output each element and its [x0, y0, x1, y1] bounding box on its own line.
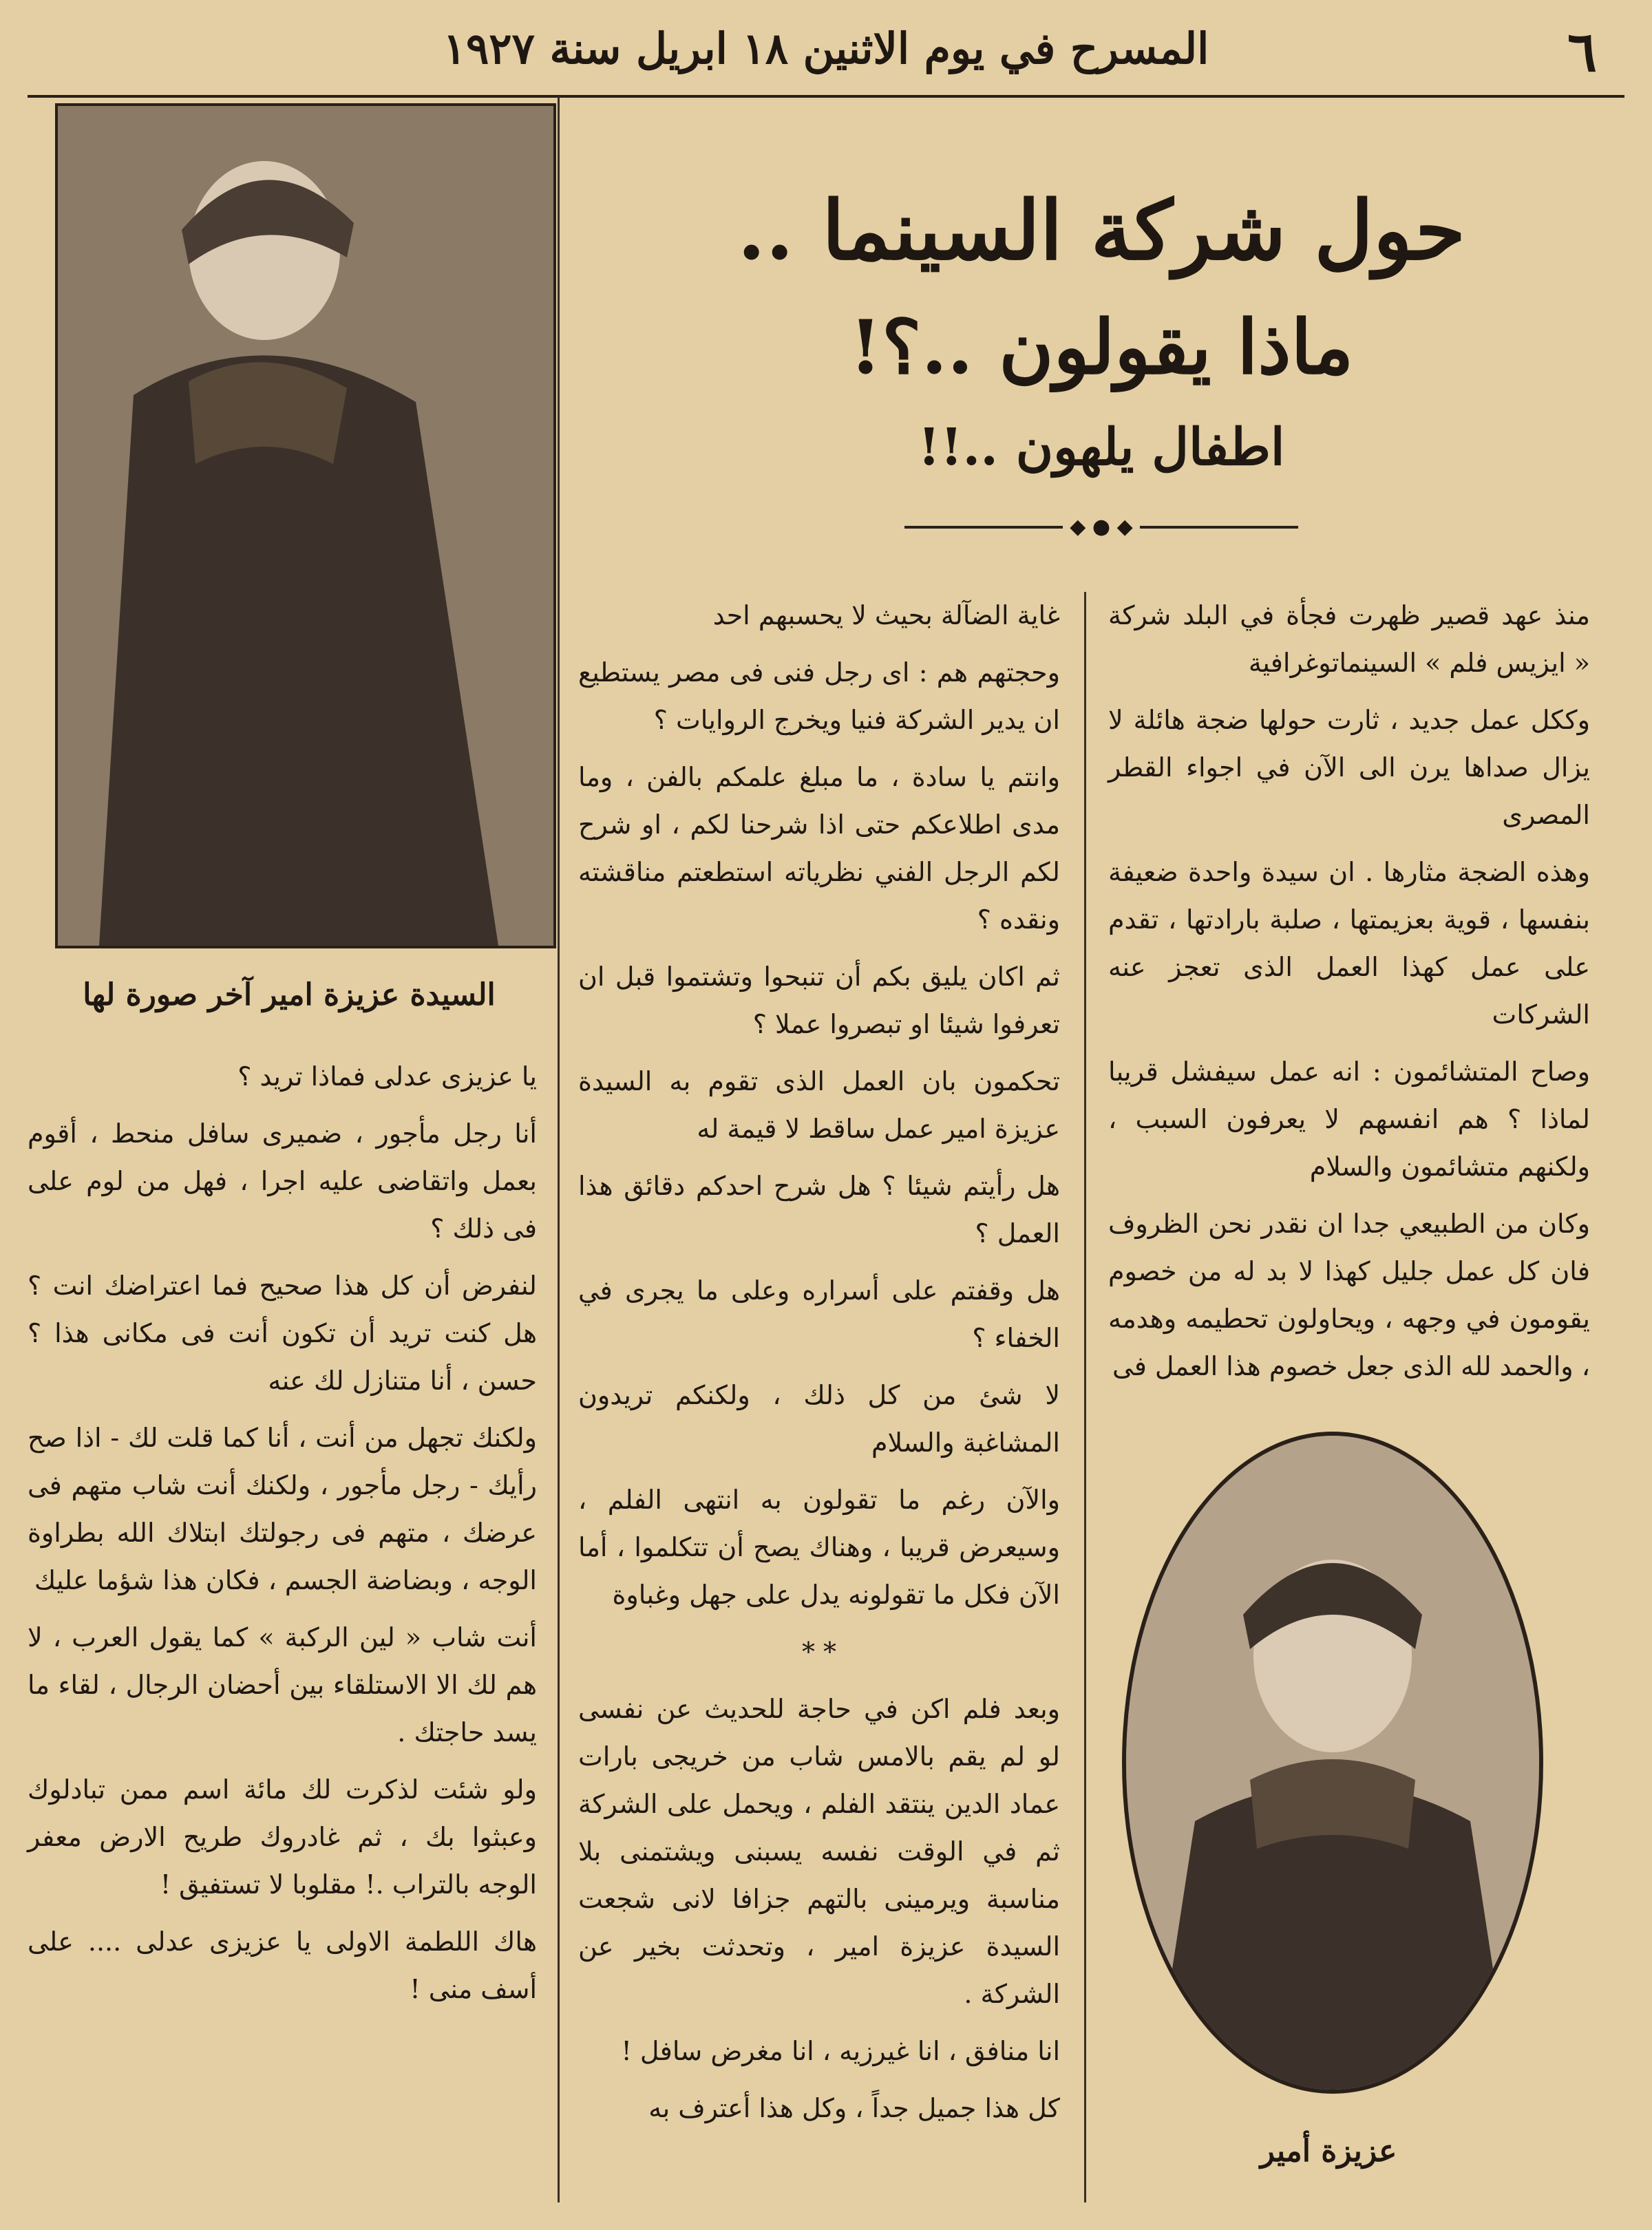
paragraph: هاك اللطمة الاولى يا عزيزى عدلى .... على أسف منى ! — [28, 1926, 537, 2004]
paragraph: هل وقفتم على أسراره وعلى ما يجرى في الخفاء ؟ — [578, 1275, 1060, 1353]
column-rule-right — [1084, 592, 1086, 2202]
paragraph: ولو شئت لذكرت لك مائة اسم ممن تبادلوك وعبثوا بك ، ثم غادروك طريح الارض معفر الوجه بالتراب .! مقلوبا لا تستفيق ! — [28, 1774, 537, 1900]
paragraph: وصاح المتشائمون : انه عمل سيفشل قريبا لماذا ؟ هم انفسهم لا يعرفون السبب ، ولكنهم متشائمون والسلام — [1108, 1056, 1590, 1182]
section-divider: * * — [801, 1637, 837, 1667]
portrait-photo-bottom — [1122, 1432, 1543, 2094]
top-photo-caption: السيدة عزيزة امير آخر صورة لها — [83, 977, 496, 1012]
paragraph: وكان من الطبيعي جدا ان نقدر نحن الظروف فان كل عمل جليل كهذا لا بد له من خصوم يقومون في وجهه ، ويحاولون تحطيمه وهدمه ، والحمد لله الذى جعل خصوم هذا العمل فى — [1108, 1209, 1590, 1381]
headline-line-1: حول شركة السينما .. — [737, 182, 1465, 278]
paragraph: ثم اكان يليق بكم أن تنبحوا وتشتموا قبل ان تعرفوا شيئا او تبصروا عملا ؟ — [578, 962, 1060, 1039]
headline-ornament: ◆ ● ◆ — [606, 515, 1597, 539]
paragraph: وحجتهم هم : اى رجل فنى فى مصر يستطيع ان يدير الشركة فنيا ويخرج الروايات ؟ — [578, 657, 1060, 735]
headline-line-3: اطفال يلهون ..!! — [918, 418, 1285, 477]
paragraph: ولكنك تجهل من أنت ، أنا كما قلت لك - اذا صح رأيك - رجل مأجور ، ولكنك أنت شاب متهم فى عرضك ، متهم فى رجولتك ابتلاك الله بطراوة الوجه ، وبضاضة الجسم ، فكان هذا شؤما عليك — [28, 1423, 537, 1595]
paragraph: لنفرض أن كل هذا صحيح فما اعتراضك انت ؟ هل كنت تريد أن تكون أنت فى مكانى هذا ؟ حسن ، أنا متنازل لك عنه — [28, 1271, 537, 1396]
bottom-photo-caption: عزيزة أمير — [1260, 2134, 1397, 2169]
paragraph: غاية الضآلة بحيث لا يحسبهم احد — [712, 600, 1060, 630]
page-number: ٦ — [1567, 19, 1597, 84]
paragraph: كل هذا جميل جداً ، وكل هذا أعترف به — [648, 2093, 1060, 2123]
paragraph: وانتم يا سادة ، ما مبلغ علمكم بالفن ، وما مدى اطلاعكم حتى اذا شرحنا لكم ، او شرح لكم الرجل الفني نظرياته استطعتم مناقشته ونقده ؟ — [578, 762, 1060, 935]
paragraph: تحكمون بان العمل الذى تقوم به السيدة عزيزة امير عمل ساقط لا قيمة له — [578, 1066, 1060, 1144]
paragraph: وهذه الضجة مثارها . ان سيدة واحدة ضعيفة بنفسها ، قوية بعزيمتها ، صلبة بارادتها ، تقدم على عمل كهذا العمل الذى تعجز عنه الشركات — [1108, 857, 1590, 1030]
column-left — [28, 1053, 537, 2023]
paragraph: انا منافق ، انا غيرزيه ، انا مغرض سافل ! — [621, 2036, 1060, 2066]
headline-line-2: ماذا يقولون ..؟! — [849, 304, 1354, 391]
header-rule — [28, 95, 1624, 98]
paragraph: لا شئ من كل ذلك ، ولكنكم تريدون المشاغبة والسلام — [578, 1380, 1060, 1458]
paragraph: هل رأيتم شيئا ؟ هل شرح احدكم دقائق هذا العمل ؟ — [578, 1171, 1060, 1249]
portrait-silhouette-bottom — [1126, 1436, 1539, 2090]
column-middle — [578, 592, 1060, 2142]
portrait-silhouette-top — [58, 106, 553, 946]
headline-block — [606, 172, 1597, 539]
portrait-photo-top — [55, 103, 556, 948]
paragraph: أنت شاب « لين الركبة » كما يقول العرب ، لا هم لك الا الاستلقاء بين أحضان الرجال ، لقاء ما يسد حاجتك . — [28, 1622, 537, 1748]
page-header — [28, 19, 1624, 88]
paragraph: وبعد فلم اكن في حاجة للحديث عن نفسى لو لم يقم بالامس شاب من خريجى بارات عماد الدين ينتقد الفلم ، ويحمل على الشركة ثم في الوقت نفسه يسبنى ويشتمنى بلا مناسبة ويرمينى بالتهم جزافا لانى شجعت السيدة عزيزة امير ، وتحدثت بخير عن الشركة . — [578, 1694, 1060, 2009]
paragraph: والآن رغم ما تقولون به انتهى الفلم ، وسيعرض قريبا ، وهناك يصح أن تتكلموا ، أما الآن فكل ما تقولونه يدل على جهل وغباوة — [578, 1485, 1060, 1610]
column-rule-left — [558, 96, 560, 2202]
paragraph: وككل عمل جديد ، ثارت حولها ضجة هائلة لا يزال صداها يرن الى الآن في اجواء القطر المصرى — [1108, 705, 1590, 830]
paragraph: منذ عهد قصير ظهرت فجأة في البلد شركة « ايزيس فلم » السينماتوغرافية — [1108, 600, 1590, 678]
dateline: المسرح في يوم الاثنين ١٨ ابريل سنة ١٩٢٧ — [443, 23, 1209, 74]
paragraph: أنا رجل مأجور ، ضميرى سافل منحط ، أقوم بعمل واتقاضى عليه اجرا ، فهل من لوم على فى ذلك ؟ — [28, 1118, 537, 1244]
column-right — [1108, 592, 1590, 1400]
paragraph: يا عزيزى عدلى فماذا تريد ؟ — [237, 1061, 537, 1092]
